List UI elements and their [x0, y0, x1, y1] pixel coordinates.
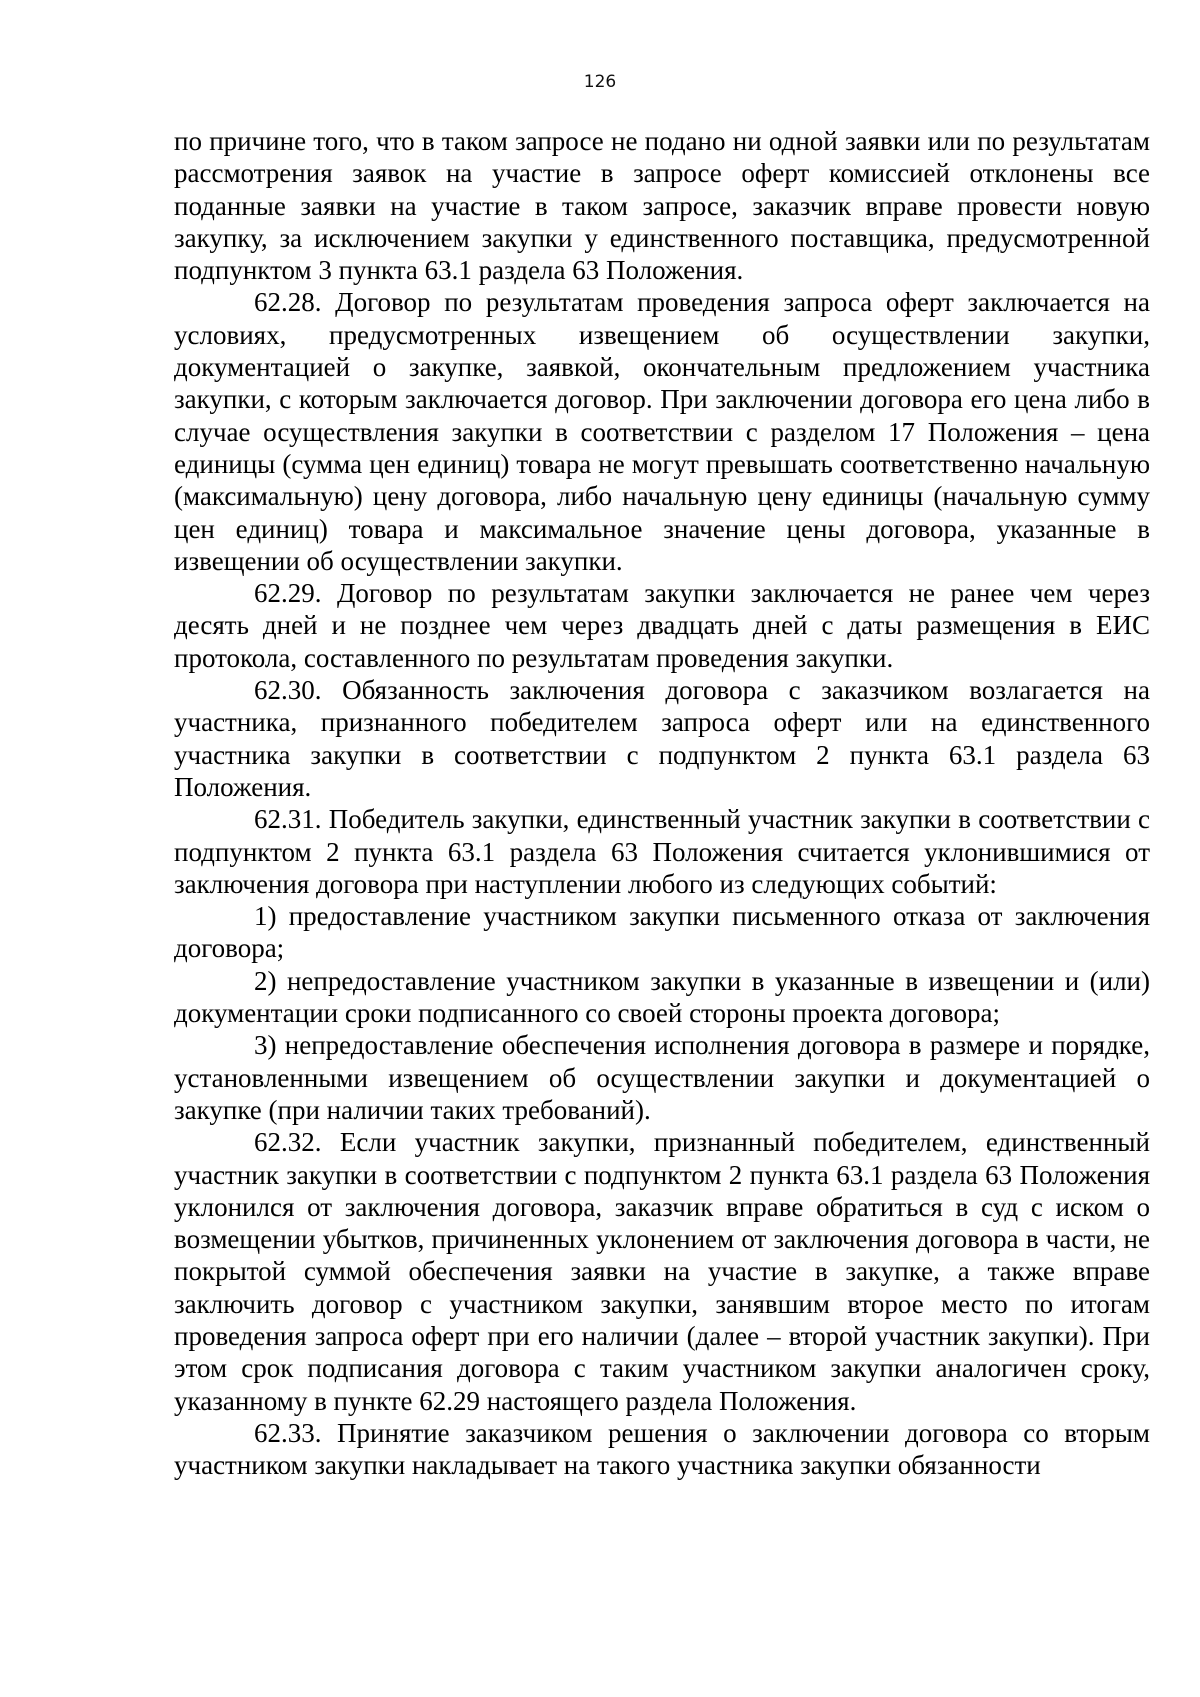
paragraph-62-28: 62.28. Договор по результатам проведения запроса оферт заключается на условиях, предусмотренных извещением об осуществлении закупки, документацией о закупке, заявкой, окончательным предложением участника закупки, с которым заключается договор. При заключении договора его цена либо в случае осуществления закупки в соответствии с разделом 17 Положения – цена единицы (сумма цен единиц) товара не могут превышать соответственно начальную (максимальную) цену договора, либо начальную цену единицы (начальную сумму цен единиц) товара и максимальное значение цены договора, указанные в извещении об осуществлении закупки.	[174, 287, 1150, 576]
page-number: 126	[583, 72, 617, 92]
document-body	[174, 125, 1150, 1481]
paragraph-continuation: по причине того, что в таком запросе не подано ни одной заявки или по результатам рассмотрения заявок на участие в запросе оферт комиссией отклонены все поданные заявки на участие в таком запросе, заказчик вправе провести новую закупку, за исключением закупки у единственного поставщика, предусмотренной подпунктом 3 пункта 63.1 раздела 63 Положения.	[174, 126, 1150, 286]
paragraph-62-31: 62.31. Победитель закупки, единственный участник закупки в соответствии с подпунктом 2 пункта 63.1 раздела 63 Положения считается уклонившимися от заключения договора при наступлении любого из следующих событий:	[174, 804, 1150, 899]
list-item-2: 2) непредоставление участником закупки в указанные в извещении и (или) документации сроки подписанного со своей стороны проекта договора;	[174, 965, 1150, 1029]
list-item-1: 1) предоставление участником закупки письменного отказа от заключения договора;	[174, 901, 1150, 964]
paragraph-62-29: 62.29. Договор по результатам закупки заключается не ранее чем через десять дней и не позднее чем через двадцать дней с даты размещения в ЕИС протокола, составленного по результатам проведения закупки.	[174, 578, 1150, 673]
paragraph-62-30: 62.30. Обязанность заключения договора с заказчиком возлагается на участника, признанного победителем запроса оферт или на единственного участника закупки в соответствии с подпунктом 2 пункта 63.1 раздела 63 Положения.	[174, 675, 1150, 802]
paragraph-62-33: 62.33. Принятие заказчиком решения о заключении договора со вторым участником закупки накладывает на такого участника закупки обязанности	[174, 1417, 1150, 1481]
paragraph-62-32: 62.32. Если участник закупки, признанный победителем, единственный участник закупки в соответствии с подпунктом 2 пункта 63.1 раздела 63 Положения уклонился от заключения договора, заказчик вправе обратиться в суд с иском о возмещении убытков, причиненных уклонением от заключения договора в части, не покрытой суммой обеспечения заявки на участие в закупке, а также вправе заключить договор с участником закупки, занявшим второе место по итогам проведения запроса оферт при его наличии (далее – второй участник закупки). При этом срок подписания договора с таким участником закупки аналогичен сроку, указанному в пункте 62.29 настоящего раздела Положения.	[174, 1127, 1150, 1416]
list-item-3: 3) непредоставление обеспечения исполнения договора в размере и порядке, установленными извещением об осуществлении закупки и документацией о закупке (при наличии таких требований).	[174, 1030, 1150, 1125]
